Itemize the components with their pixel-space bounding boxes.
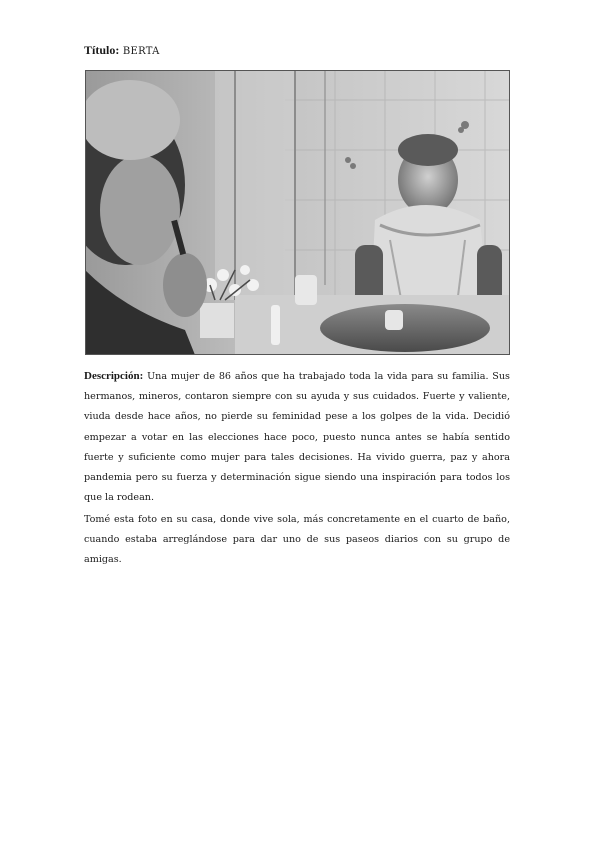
description-label: Descripción:	[84, 370, 144, 382]
photo	[85, 70, 510, 355]
description-text: Una mujer de 86 años que ha trabajado toda la vida para su familia. Sus hermanos, mineros, contaron siempre con su ayuda y sus cuidados. Fuerte y valiente, viuda desde hace años, no pierde su feminidad pese a los golpes de la vida. Decidió empezar a votar en las elecciones hace poco, puesto nunca antes se había sentido fuerte y suficiente como mujer para tales decisiones. Ha vivido guerra, paz y ahora pandemia pero su fuerza y determinación sigue siendo una inspiración para todos los que la rodean.	[84, 371, 510, 504]
description	[84, 366, 510, 508]
title-label: Título:	[84, 43, 120, 57]
title-line	[84, 43, 160, 59]
photo-context-paragraph: Tomé esta foto en su casa, donde vive sola, más concretamente en el cuarto de baño, cuando estaba arreglándose para dar uno de sus paseos diarios con su grupo de amigas.	[84, 514, 510, 566]
photo-illustration	[85, 70, 510, 355]
title-value: BERTA	[122, 46, 160, 57]
